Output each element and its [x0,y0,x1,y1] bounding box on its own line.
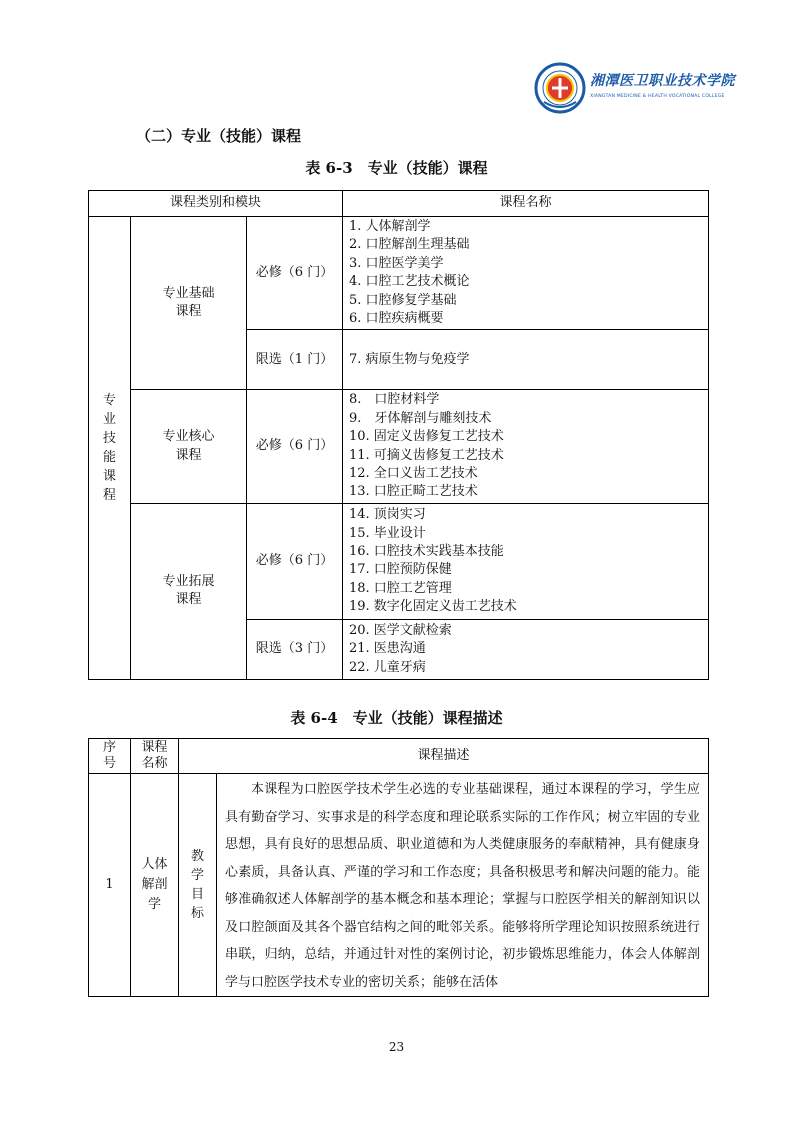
course-list-cell [343,217,709,330]
module-cell: 专业基础课程 [131,217,247,390]
course-item: 5. 口腔修复学基础 [349,292,457,308]
course-type-cell: 限选（3 门） [247,619,343,679]
course-item: 8. 口腔材料学 [349,392,440,408]
course-list-cell [343,330,709,390]
header-description: 课程描述 [179,739,709,774]
course-item: 6. 口腔疾病概要 [349,311,444,327]
course-item: 15. 毕业设计 [349,525,426,541]
table-6-4-caption: 表 6-4 专业（技能）课程描述 [290,709,503,727]
table-row [89,217,709,330]
section-heading: （二）专业（技能）课程 [136,127,302,145]
course-item: 4. 口腔工艺技术概论 [349,274,470,290]
course-item: 20. 医学文献检索 [349,622,452,638]
professional-courses-table [88,190,709,680]
header-no: 序号 [89,739,131,774]
table-row [89,390,709,503]
course-item: 22. 儿童牙病 [349,659,426,675]
table-header-row [89,739,709,774]
course-item: 2. 口腔解剖生理基础 [349,237,470,253]
college-logo [528,62,735,116]
course-type-cell: 必修（6 门） [247,503,343,619]
row-section-label: 教学目标 [179,774,217,997]
table-row [89,503,709,619]
course-item: 13. 口腔正畸工艺技术 [349,484,478,500]
course-item: 16. 口腔技术实践基本技能 [349,543,504,559]
table-header-row [89,191,709,217]
course-item: 14. 顶岗实习 [349,507,426,523]
college-emblem-icon [534,62,586,114]
module-cell: 专业核心课程 [131,390,247,503]
row-description-text: 本课程为口腔医学技术学生必选的专业基础课程，通过本课程的学习，学生应具有勤奋学习、实事求是的科学态度和理论联系实际的工作作风；树立牢固的专业思想，具有良好的思想品质、职业道德和为人类健康服务的奉献精神，具有健康身心素质，具备认真、严谨的学习和工作态度；具备积极思考和解决问题的能力。能够准确叙述人体解剖学的基本概念和基本理论；掌握与口腔医学相关的解剖知识以及口腔颌面及其各个器官结构之间的毗邻关系。能够将所学理论知识按照系统进行串联，归纳，总结，并通过针对性的案例讨论，初步锻炼思维能力，体会人体解剖学与口腔医学技术专业的密切关系；能够在活体 [217,774,709,997]
course-item: 3. 口腔医学美学 [349,255,444,271]
course-list-cell [343,503,709,619]
header-course-name: 课程名称 [131,739,179,774]
page-number: 23 [388,1040,405,1054]
course-item: 11. 可摘义齿修复工艺技术 [349,447,504,463]
course-item: 17. 口腔预防保健 [349,562,452,578]
main-category-cell: 专业技能课程 [89,217,131,680]
course-list-cell [343,619,709,679]
table-6-3-caption: 表 6-3 专业（技能）课程 [305,159,488,177]
course-type-cell: 必修（6 门） [247,217,343,330]
course-description-table [88,738,709,997]
course-item: 21. 医患沟通 [349,641,426,657]
course-item: 12. 全口义齿工艺技术 [349,466,478,482]
course-item: 19. 数字化固定义齿工艺技术 [349,599,517,615]
course-item: 18. 口腔工艺管理 [349,580,452,596]
module-cell: 专业拓展课程 [131,503,247,679]
header-category: 课程类别和模块 [89,191,343,217]
row-course-name: 人体解剖学 [131,774,179,997]
course-type-cell: 必修（6 门） [247,390,343,503]
course-item: 10. 固定义齿修复工艺技术 [349,429,504,445]
course-item: 1. 人体解剖学 [349,219,431,234]
course-list-cell [343,390,709,503]
table-row [89,774,709,997]
header-course-names: 课程名称 [343,191,709,217]
college-english-name: XIANGTAN MEDICINE & HEALTH VOCATIONAL COLLEGE [590,94,725,99]
course-type-cell: 限选（1 门） [247,330,343,390]
course-item: 7. 病原生物与免疫学 [349,351,470,367]
college-name: 湘潭医卫职业技术学院 [590,73,735,89]
course-item: 9. 牙体解剖与雕刻技术 [349,410,492,426]
row-number: 1 [89,774,131,997]
